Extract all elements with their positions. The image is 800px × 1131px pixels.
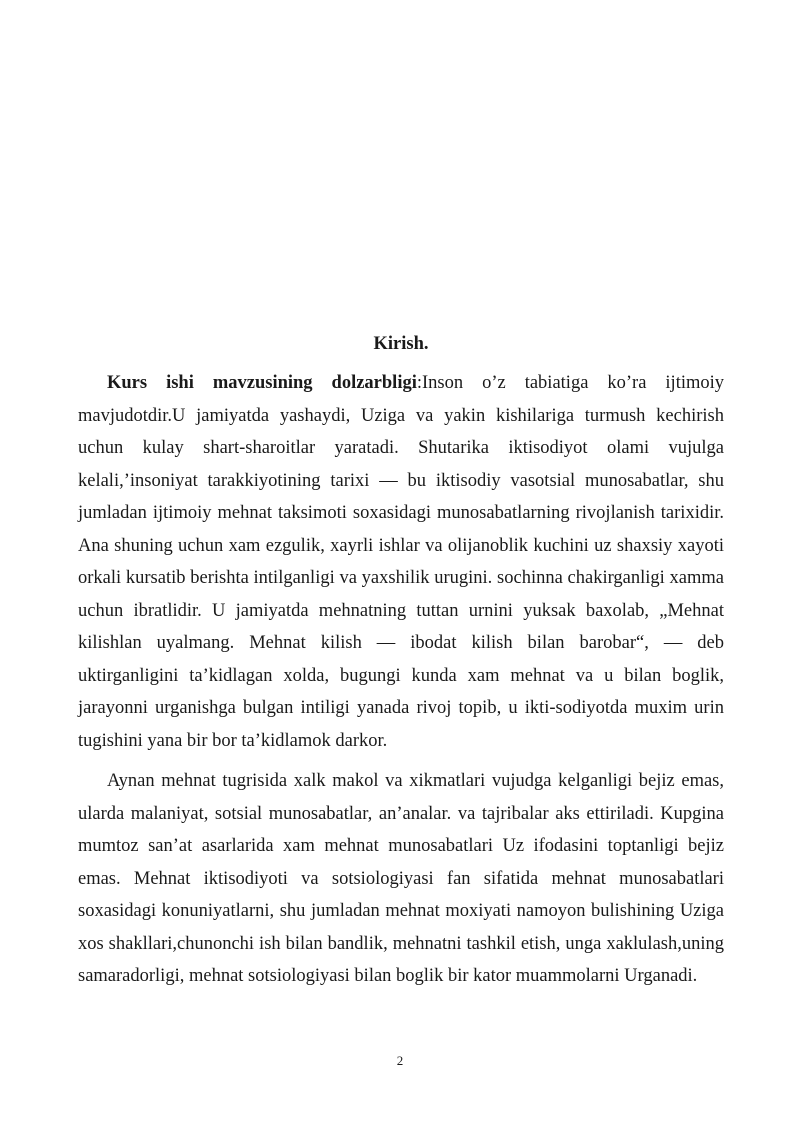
paragraph-labor-proverbs: Aynan mehnat tugrisida xalk makol va xikmatlari vujudga kelganligi bejiz emas, ularda malaniyat, sotsial munosabatlar, an’analar. va tajribalar aks ettiriladi. Kupgina mumtoz san’at asarlarida xam mehnat munosabatlari Uz ifodasini toptanligi bejiz emas. Mehnat iktisodiyoti va sotsiologiyasi fan sifatida mehnat munosabatlari soxasidagi konuniyatlarni, shu jumladan mehnat moxiyati namoyon bulishining Uziga xos shakllari,chunonchi ish bilan bandlik, mehnatni tashkil etish, unga xaklulash,uning samaradorligi, mehnat sotsiologiyasi bilan boglik bir kator muammolarni Urganadi. — [78, 771, 724, 986]
section-heading: Kirish. — [373, 334, 429, 354]
page-number: 2 — [396, 1053, 404, 1068]
paragraph-lead-bold: Kurs ishi mavzusining dolzarbligi — [107, 373, 417, 393]
paragraph-body-text: :Inson o’z tabiatiga ko’ra ijtimoiy mavjudotdir.U jamiyatda yashaydi, Uziga va yakin kishilariga turmush kechirish uchun kulay shart-sharoitlar yaratadi. Shutarika iktisodiyot olami vujulga kelali,’insoniyat tarakkiyotining tarixi — bu iktisodiy vasotsial munosabatlar, shu jumladan ijtimoiy mehnat taksimoti soxasidagi munosabatlarning rivojlanish tarixidir. Ana shuning uchun xam ezgulik, xayrli ishlar va olijanoblik kuchini uz shaxsiy xayoti orkali kursatib berishta intilganligi va yaxshilik urugini. sochinna chakirganligi xamma uchun ibratlidir. U jamiyatda mehnatning tuttan urnini yuksak baxolab, „Mehnat kilishlan uyalmang. Mehnat kilish — ibodat kilish bilan barobar“, — deb uktirganligini ta’kidlagan xolda, bugungi kunda xam mehnat va u bilan boglik, jarayonni urganishga bulgan intiligi yanada rivoj topib, u ikti-sodiyotda muxim urin tugishini yana bir bor ta’kidlamok darkor. — [78, 373, 725, 751]
paragraph-relevance — [78, 367, 724, 757]
